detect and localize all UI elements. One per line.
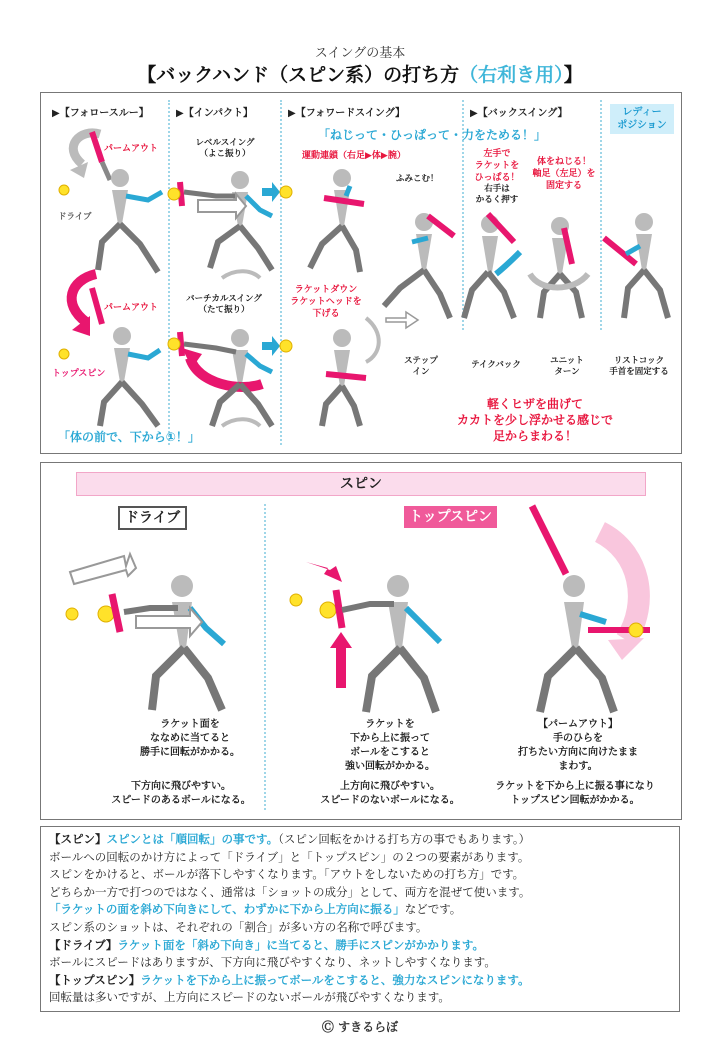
direction-arrow bbox=[262, 336, 280, 356]
topspin-caption-2: 上方向に飛びやすい。 スピードのないボールになる。 bbox=[320, 781, 460, 806]
drive-label: ドライブ bbox=[58, 212, 92, 222]
turn-arrow bbox=[222, 419, 260, 426]
figure-torso bbox=[112, 190, 128, 224]
figure-head bbox=[231, 171, 249, 189]
racket-shape bbox=[336, 590, 342, 628]
copyright-footer: Ⓒ すきるらぼ bbox=[321, 1020, 399, 1034]
figure-torso bbox=[636, 234, 652, 270]
stage-forward-swing: ▶【フォワードスイング】 bbox=[288, 108, 405, 119]
stage-back-swing: ▶【バックスイング】 bbox=[470, 108, 568, 119]
drive-caption-2: 下方向に飛びやすい。 スピードのあるボールになる。 bbox=[111, 781, 251, 806]
palm-out-arc-head bbox=[608, 638, 644, 660]
figure-arm bbox=[346, 186, 350, 196]
figure-leg bbox=[540, 648, 576, 712]
figure-leg bbox=[400, 648, 436, 712]
twist-slogan: 「ねじって・ひっぱって・力をためる！」 bbox=[318, 128, 547, 142]
spin-header-bar: スピン bbox=[76, 472, 646, 496]
wrist-cock-label: リストコック 手首を固定する bbox=[609, 356, 669, 377]
racket-shape bbox=[326, 374, 366, 378]
right-hand-label: 右手は かるく押す bbox=[475, 184, 519, 205]
palm-out-label-1: パームアウト bbox=[104, 144, 159, 154]
front-of-body-slogan: 「体の前で、下から①！」 bbox=[58, 430, 200, 444]
knee-bend-slogan: 軽くヒザを曲げて カカトを少し浮かせる感じで 足からまわる！ bbox=[456, 397, 613, 443]
explanation-line: スピン系のショットは、それぞれの「割合」が多い方の名称で呼びます。 bbox=[49, 919, 428, 934]
racket-shape bbox=[92, 288, 102, 324]
title-main: 【バックハンド（スピン系）の打ち方 bbox=[137, 64, 460, 86]
figure-leg bbox=[310, 226, 342, 268]
explanation-line: 回転量は多いですが、上方向にスピードのないボールが飛びやすくなります。 bbox=[49, 990, 450, 1005]
kinetic-chain-label: 運動連鎖（右足▶体▶腕） bbox=[302, 151, 406, 161]
drive-upper-arrow bbox=[70, 554, 136, 584]
ball bbox=[168, 338, 180, 350]
vertical-swing-arrow bbox=[190, 358, 262, 387]
figure-leg bbox=[120, 224, 158, 272]
takeback-arrow bbox=[496, 252, 520, 274]
figure-head bbox=[563, 575, 585, 597]
arm-shape bbox=[102, 162, 110, 180]
ball bbox=[629, 623, 643, 637]
palm-out-caption-1: 【パームアウト】 手のひらを 打ちたい方向に向けたまま まわす。 bbox=[518, 719, 638, 772]
figure-head bbox=[231, 329, 249, 347]
explanation-line: 【スピン】スピンとは「順回転」の事です。（スピン回転をかける打ち方の事でもあります。） bbox=[49, 832, 531, 846]
ball bbox=[168, 188, 180, 200]
explanation-line: どちらか一方で打つのではなく、通常は「ショットの成分」として、両方を混ぜて使います。 bbox=[49, 884, 531, 899]
ball bbox=[290, 594, 302, 606]
figure-leg bbox=[322, 386, 342, 426]
ball bbox=[59, 349, 69, 359]
racket-shape bbox=[564, 228, 572, 264]
figure-leg bbox=[624, 270, 644, 318]
topspin-label: トップスピン bbox=[52, 369, 106, 379]
ball bbox=[320, 602, 336, 618]
explanation-line: 【トップスピン】ラケットを下から上に振ってボールをこすると、強力なスピンになります。 bbox=[49, 972, 530, 987]
figure-leg bbox=[210, 226, 240, 268]
title-accent: （右利き用） bbox=[459, 64, 564, 86]
racket-shape bbox=[324, 198, 364, 204]
step-in-label: ステップ イン bbox=[404, 356, 438, 377]
twist-body-label: 体をねじる！ 軸足（左足）を 固定する bbox=[532, 157, 596, 191]
figure-arm bbox=[246, 354, 272, 372]
figure-head bbox=[171, 575, 193, 597]
stage-ready-position: レディー ポジション bbox=[610, 104, 674, 134]
figure-leg bbox=[240, 226, 272, 270]
topspin-lift-arrow-head bbox=[330, 632, 352, 648]
figure-arm bbox=[246, 196, 272, 216]
turn-arrow bbox=[222, 271, 260, 278]
vertical-swing-label: バーチカルスイング （たて振り） bbox=[186, 294, 262, 315]
direction-arrow bbox=[262, 182, 280, 202]
figure-torso bbox=[388, 602, 408, 648]
figure-leg bbox=[384, 270, 424, 306]
figure-head bbox=[387, 575, 409, 597]
level-swing-label: レベルスイング （よこ振り） bbox=[195, 138, 255, 159]
spin-explanation bbox=[40, 826, 680, 1012]
explanation-line: 「ラケットの面を斜め下向きにして、わずかに下から上方向に振る」などです。 bbox=[49, 902, 462, 917]
swing-arrow bbox=[366, 318, 379, 362]
step-forward-label: ふみこむ！ bbox=[396, 174, 439, 184]
title-end: 】 bbox=[563, 64, 583, 86]
figure-leg bbox=[342, 226, 360, 272]
drive-caption-1: ラケット面を ななめに当てると 勝手に回転がかかる。 bbox=[140, 719, 240, 758]
drive-swing-arrow bbox=[136, 608, 202, 636]
ball bbox=[280, 186, 292, 198]
topspin-up-arrow bbox=[306, 562, 342, 582]
page-subtitle: スイングの基本 bbox=[314, 46, 406, 61]
figure-leg bbox=[464, 272, 488, 318]
figure-head bbox=[113, 327, 131, 345]
figure-torso bbox=[114, 348, 130, 382]
page-title bbox=[0, 60, 720, 87]
figure-leg bbox=[644, 270, 668, 318]
palm-out-label-2: パームアウト bbox=[104, 303, 159, 313]
unit-turn-label: ユニット ターン bbox=[550, 356, 584, 377]
figure-arm bbox=[184, 344, 236, 352]
figure-leg bbox=[366, 648, 400, 712]
racket-shape bbox=[532, 506, 566, 574]
step-arrow bbox=[386, 312, 418, 328]
figure-leg bbox=[342, 386, 360, 426]
stage-follow-through: ▶【フォロースルー】 bbox=[52, 108, 149, 119]
figure-leg bbox=[424, 270, 450, 318]
explanation-line: スピンをかけると、ボールが落下しやすくなります。「アウトをしないための打ち方」です。 bbox=[49, 867, 525, 882]
racket-shape bbox=[112, 594, 120, 632]
figure-head bbox=[635, 213, 653, 231]
ball bbox=[280, 340, 292, 352]
drive-tag: ドライブ bbox=[118, 506, 187, 530]
take-back-label: テイクバック bbox=[471, 360, 521, 370]
topspin-tag: トップスピン bbox=[404, 506, 497, 528]
figure-head bbox=[111, 169, 129, 187]
figure-leg bbox=[98, 224, 120, 270]
explanation-line: ボールへの回転のかけ方によって「ドライブ」と「トップスピン」の２つの要素があります。 bbox=[49, 849, 530, 864]
figure-arm bbox=[342, 604, 394, 610]
figure-arm bbox=[124, 608, 178, 612]
figure-arm bbox=[126, 192, 162, 200]
topspin-caption-1: ラケットを 下から上に振って ボールをこすると 強い回転がかかる。 bbox=[345, 719, 435, 772]
ball bbox=[59, 185, 69, 195]
explanation-line: ボールにスピードはありますが、下方向に飛びやすくなり、ネットしやすくなります。 bbox=[49, 955, 496, 970]
topspin-lift-arrow bbox=[336, 646, 346, 688]
figure-torso bbox=[564, 602, 584, 648]
figure-arm bbox=[580, 614, 606, 622]
figure-arm bbox=[128, 350, 160, 358]
left-hand-label: 左手で ラケットを ひっぱる！ bbox=[474, 149, 520, 183]
figure-torso bbox=[334, 350, 350, 386]
figure-leg bbox=[576, 648, 614, 712]
figure-leg bbox=[540, 274, 560, 318]
palm-out-caption-2: ラケットを下から上に振る事になり トップスピン回転がかかる。 bbox=[495, 781, 655, 806]
figure-arm bbox=[626, 246, 640, 254]
figure-leg bbox=[184, 648, 222, 710]
figure-leg bbox=[122, 382, 158, 426]
figure-head bbox=[333, 169, 351, 187]
figure-torso bbox=[482, 236, 498, 272]
figure-leg bbox=[100, 382, 122, 426]
explanation-line: 【ドライブ】ラケット面を「斜め下向き」に当てると、勝手にスピンがかかります。 bbox=[49, 937, 484, 952]
figure-arm bbox=[184, 192, 236, 196]
figure-arm bbox=[406, 608, 440, 642]
racket-down-label: ラケットダウン ラケットヘッドを 下げる bbox=[290, 285, 362, 319]
ball bbox=[66, 608, 78, 620]
figure-leg bbox=[152, 648, 184, 710]
figure-leg bbox=[488, 272, 514, 318]
figure-head bbox=[333, 329, 351, 347]
stage-impact: ▶【インパクト】 bbox=[176, 108, 253, 119]
